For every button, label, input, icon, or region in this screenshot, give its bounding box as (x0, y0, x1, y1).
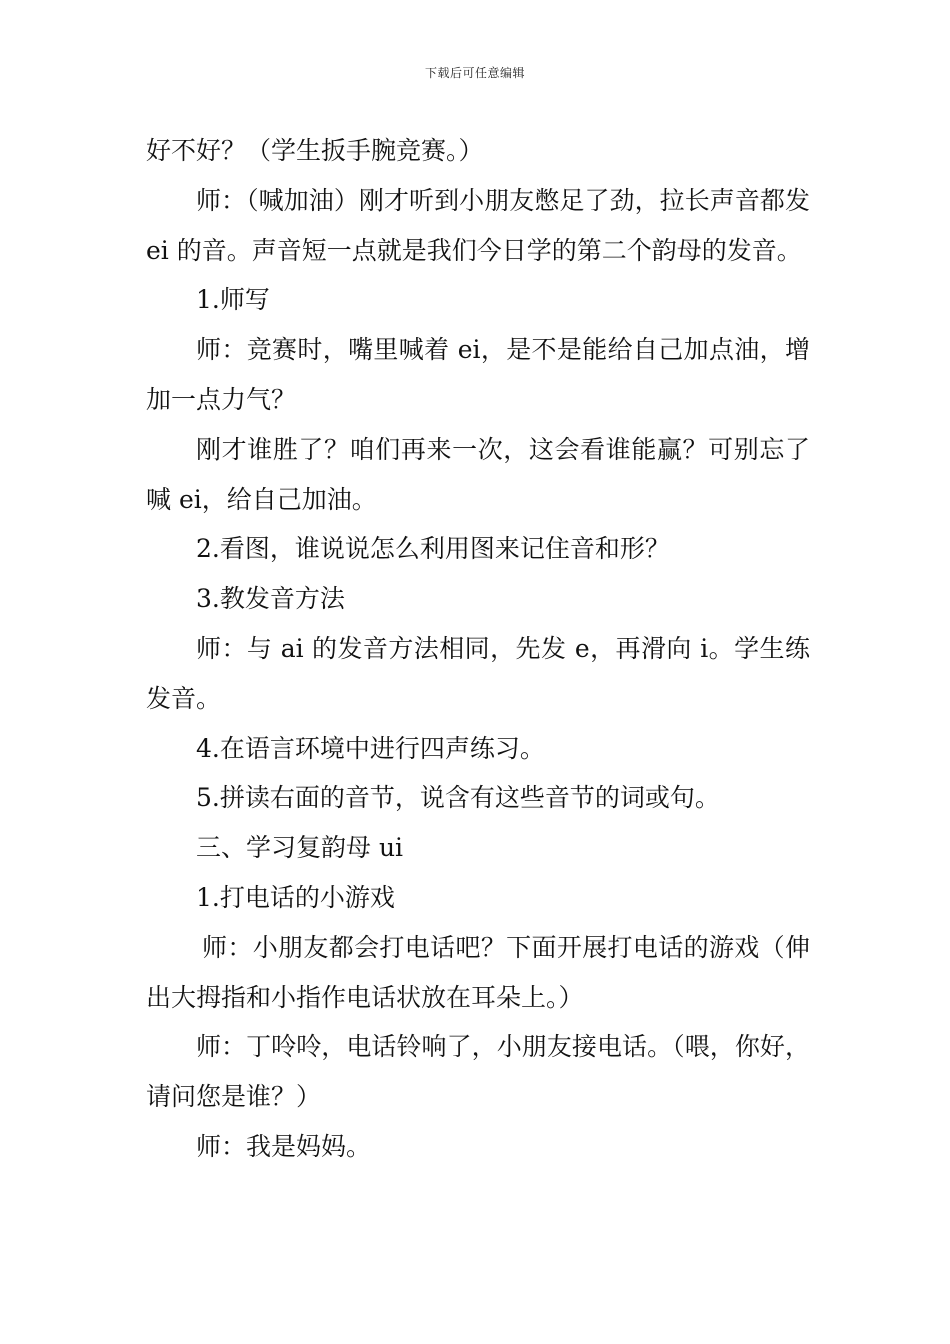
paragraph-11: 三、学习复韵母 ui (196, 833, 404, 863)
paragraph-14: 师：丁呤呤，电话铃响了，小朋友接电话。（喂，你好，请问您是谁？） (146, 1032, 810, 1112)
paragraph-9: 4.在语言环境中进行四声练习。 (196, 733, 545, 763)
paragraph-2: 师：（喊加油）刚才听到小朋友憋足了劲，拉长声音都发 ei 的音。声音短一点就是我们今日学的第二个韵母的发音。 (146, 185, 818, 265)
paragraph-6: 2.看图，谁说说怎么利用图来记住音和形？ (196, 534, 670, 564)
document-body (146, 126, 818, 1172)
paragraph-10: 5.拼读右面的音节，说含有这些音节的词或句。 (196, 783, 720, 813)
paragraph-15: 师：我是妈妈。 (196, 1131, 372, 1161)
paragraph-4: 师：竞赛时，嘴里喊着 ei，是不是能给自己加点油，增加一点力气？ (146, 335, 810, 414)
paragraph-1: 好不好？（学生扳手腕竞赛。） (146, 136, 484, 165)
paragraph-12: 1.打电话的小游戏 (196, 882, 395, 912)
paragraph-8: 师：与 ai 的发音方法相同，先发 e，再滑向 i。学生练发音。 (146, 633, 810, 713)
paragraph-7: 3.教发音方法 (196, 584, 345, 614)
paragraph-3: 1.师写 (196, 285, 270, 315)
page-header-note: 下载后可任意编辑 (424, 66, 525, 80)
paragraph-13: 师：小朋友都会打电话吧？下面开展打电话的游戏（伸出大拇指和小指作电话状放在耳朵上。） (146, 932, 810, 1012)
paragraph-5: 刚才谁胜了？咱们再来一次，这会看谁能赢？可别忘了喊 ei，给自己加油。 (146, 434, 810, 514)
